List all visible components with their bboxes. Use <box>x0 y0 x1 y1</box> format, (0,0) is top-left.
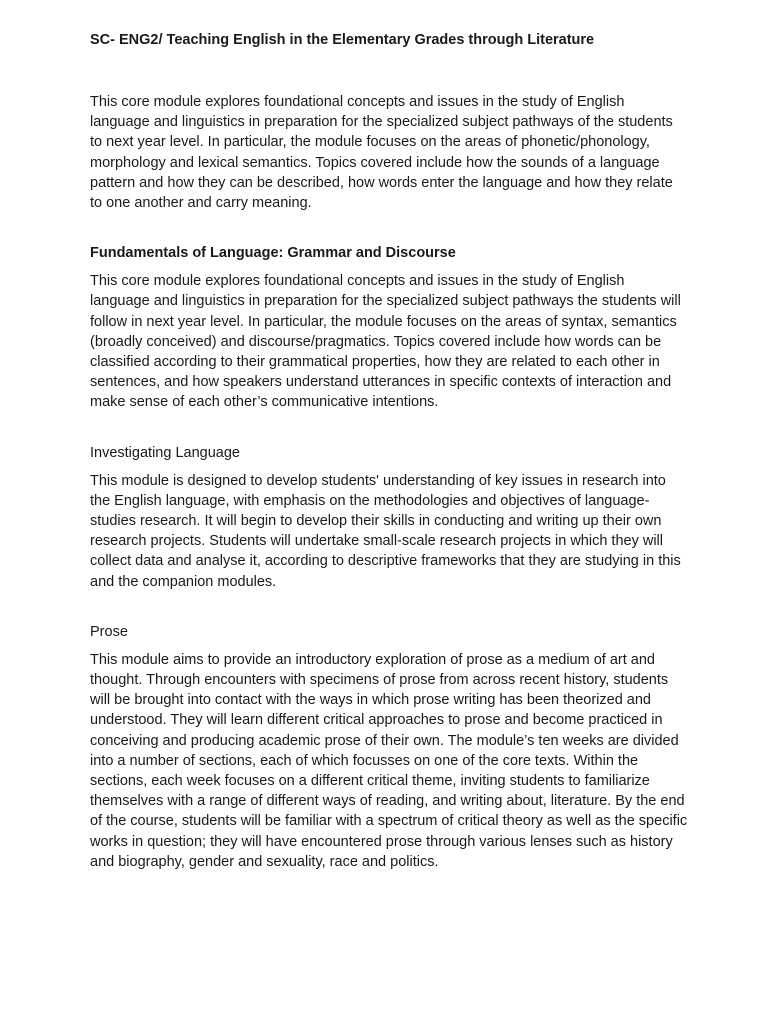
section-heading: Investigating Language <box>90 444 240 461</box>
section-heading: Prose <box>90 623 128 640</box>
section-prose <box>90 622 688 872</box>
section-body: This module is designed to develop students' understanding of key issues in research into the English language, with emphasis on the methodologies and objectives of language-studies research. It will begin to develop their skills in conducting and writing up their own research projects. Students will undertake small-scale research projects in which they will collect data and analyse it, according to descriptive frameworks that they are studying in this and the companion modules. <box>90 472 681 590</box>
section-body: This module aims to provide an introductory exploration of prose as a medium of art and thought. Through encounters with specimens of prose from across recent history, students will be brought into contact with the ways in which prose writing has been theorized and understood. They will learn different critical approaches to prose and become practiced in conceiving and producing academic prose of their own. The module’s ten weeks are divided into a number of sections, each of which focusses on one of the core texts. Within the sections, each week focuses on a different critical theme, inviting students to familiarize themselves with a range of different ways of reading, and writing about, literature. By the end of the course, students will be familiar with a spectrum of critical theory as well as the specific works in question; they will have encountered prose through various lenses such as history and biography, gender and sexuality, race and politics. <box>90 651 688 870</box>
section-heading: Fundamentals of Language: Grammar and Discourse <box>90 245 456 262</box>
section-body: This core module explores foundational concepts and issues in the study of English language and linguistics in preparation for the specialized subject pathways the students will follow in next year level. In particular, the module focuses on the areas of syntax, semantics (broadly conceived) and discourse/pragmatics. Topics covered include how words can be classified according to their grammatical properties, how they are related to each other in sentences, and how speakers understand utterances in specific contexts of interaction and make sense of each other’s communicative intentions. <box>90 273 681 411</box>
section-grammar-discourse <box>90 243 688 412</box>
section-investigating-language <box>90 443 688 592</box>
document-title: SC- ENG2/ Teaching English in the Elementary Grades through Literature <box>90 32 595 48</box>
intro-paragraph: This core module explores foundational concepts and issues in the study of English language and linguistics in preparation for the specialized subject pathways of the students to next year level. In particular, the module focuses on the areas of phonetic/phonology, morphology and lexical semantics. Topics covered include how the sounds of a language pattern and how they can be described, how words enter the language and how they relate to one another and carry meaning. <box>90 94 673 212</box>
